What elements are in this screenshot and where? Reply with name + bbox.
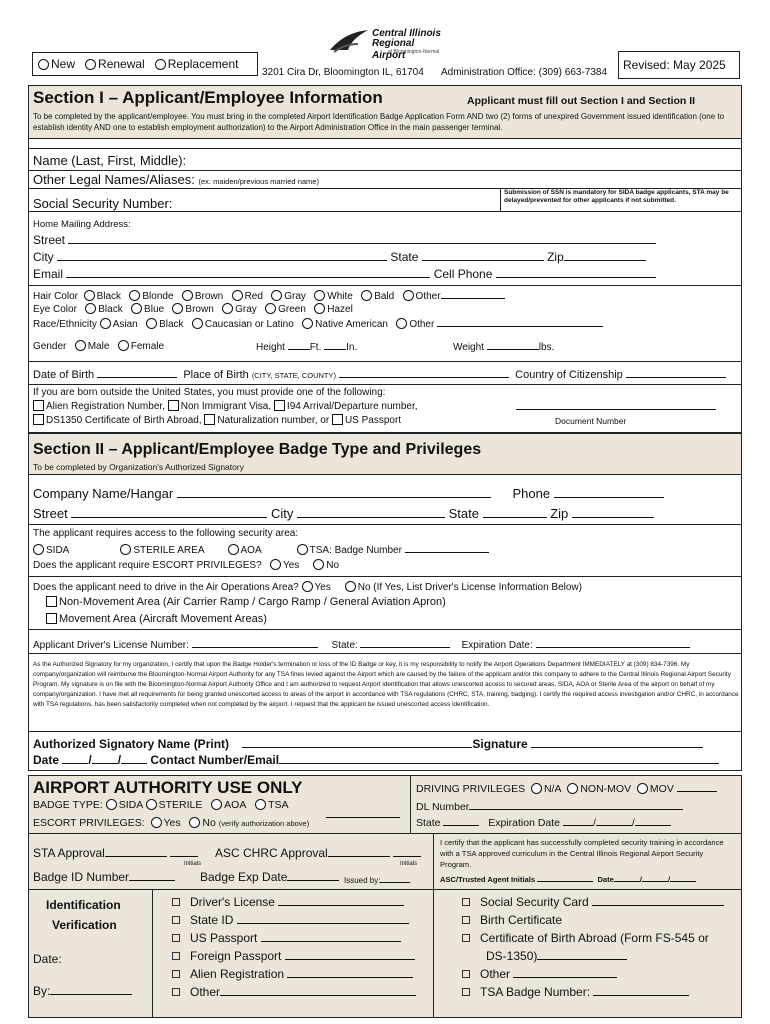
aa-badge-aoa[interactable]: AOA [211,799,246,811]
weight-field[interactable]: Weight lbs. [453,342,555,353]
gender-female[interactable]: Female [118,341,164,352]
escort-row: Does the applicant require ESCORT PRIVILEGES? Yes No [33,560,340,571]
hair-bald[interactable]: Bald [361,291,394,302]
id-us-passport[interactable]: US Passport [172,929,416,947]
race-other[interactable]: Other [396,319,603,330]
dob-pob-row [33,368,726,382]
sep10 [28,653,742,654]
state-field[interactable]: State [390,250,543,264]
company-zip-field[interactable]: Zip [550,506,654,521]
airport-logo [328,28,448,61]
aa-training-cert: I certify that the applicant has successfully completed security training in accordance with a TSA approved curriculum in the Central Illinois Regional Airport Security Program. [440,838,724,869]
eye-hazel[interactable]: Hazel [314,304,353,315]
aa-escort-row: ESCORT PRIVILEGES: Yes No (verify authorization above) [33,817,310,829]
id-other[interactable]: Other [172,983,416,1001]
drive-no[interactable]: No (If Yes, List Driver's License Information Below) [345,582,582,593]
company-state-field[interactable]: State [449,506,547,521]
plane-swoosh-icon [328,28,370,54]
aa-verify-by[interactable]: By: [33,984,132,998]
access-areas-row [33,543,489,557]
id-alien-registration[interactable]: Alien Registration [172,965,416,983]
doc-alien-reg[interactable]: Alien Registration Number, [33,401,165,412]
area-tsa[interactable]: TSA: Badge Number [297,545,489,556]
section-2-desc: To be completed by Organization's Authorized Signatory [33,462,244,472]
section-2-title: Section II – Applicant/Employee Badge Type and Privileges [33,441,482,458]
aa-drive-nonmov[interactable]: NON-MOV [567,783,631,795]
escort-no[interactable]: No [313,560,339,571]
sep6 [28,384,742,385]
company-city-field[interactable]: City [271,506,445,521]
aa-badge-type-row: BADGE TYPE: SIDA STERILE AOA TSA [33,799,289,811]
eye-gray[interactable]: Gray [222,304,257,315]
eye-color-row: Eye Color Black Blue Brown Gray Green Hazel [33,304,353,315]
sep7 [28,524,742,525]
ssn-field[interactable]: Social Security Number: [33,196,173,211]
aa-chrc-approval[interactable]: ASC CHRC Approval [215,846,421,860]
id-foreign-passport[interactable]: Foreign Passport [172,947,416,965]
area-aoa[interactable]: AOA [228,545,262,556]
cell-field[interactable]: Cell Phone [434,267,656,281]
ssn-note: Submission of SSN is mandatory for SIDA badge applicants, STA may be delayed/prevented for other applicants if not submitted. [504,189,729,204]
sep11 [28,731,742,732]
id-birth-certificate[interactable]: Birth Certificate [462,911,724,929]
aa-tsa-line[interactable] [326,808,400,818]
name-line-sep [28,148,742,149]
sep3 [28,211,742,212]
logo-line-1: Central Illinois [372,28,441,39]
aa-badge-id[interactable]: Badge ID Number [33,870,175,884]
name-field[interactable]: Name (Last, First, Middle): [33,153,187,168]
signatory-certification: As the Authorized Signatory for my organization, I certify that upon the Badge Holder's termination or loss of the ID Badge or key, it is my responsibility to notify the Airport Operations Department IMMEDIATELY at (309) 834-7396. My company/organization will reimburse the Bloomington-Normal Airport Authority for any TSA fines levied against the Airport which are caused by the failure of the applicant and/or this company to adhere to the Central Illinois Regional Airport Security Program. My signature is on file with the Bloomington-Normal Airport Authority Office and I am authorized to request Airport identification that allows unescorted access to secured areas, SIDA, AOA or Sterile Area of the airport on behalf of my company/organization. I have met all requirements for being granted unescorted access to areas of the airport in accordance with TSA regulations (CHRC, STA, training, badging). I certify the required access investigation and/or CHRC, in accordance with TSA regulations, has been satisfactorily completed when not completed by the airport. I request that the applicant be issued unescorted access identification. [33,661,739,708]
zip-field[interactable]: Zip [547,250,646,264]
eye-brown[interactable]: Brown [172,304,213,315]
doc-us-passport[interactable]: US Passport [332,415,401,426]
dl-state-field[interactable]: State: [332,640,451,651]
id-state-id[interactable]: State ID [172,911,416,929]
sign-date-field[interactable]: Date / / [33,753,147,767]
hair-gray[interactable]: Gray [271,291,306,302]
section-1-desc: To be completed by the applicant/employee. You must bring in the completed Airport Identification Badge Application Form AND two (2) forms of unexpired Government issued identification (one to establish identity AND one to establish employment authorization) to the Airport Administration Office in the main passenger terminal. [33,112,725,132]
radio-renewal[interactable]: Renewal [85,57,145,71]
race-asian[interactable]: Asian [100,319,138,330]
eye-black[interactable]: Black [85,304,122,315]
outside-us-note: If you are born outside the United States, you must provide one of the following: [33,387,386,398]
admin-office: Administration Office: (309) 663-7384 [441,67,608,78]
gender-male[interactable]: Male [75,341,110,352]
sep1 [28,170,742,171]
aa-issued-by[interactable]: Issued by: [344,873,410,886]
aliases-field[interactable]: Other Legal Names/Aliases: (ex. maiden/previous married name) [33,172,319,187]
id-other-right[interactable]: Other [462,965,724,983]
mov-checkbox[interactable]: Movement Area (Aircraft Movement Areas) [46,613,267,626]
doc-naturalization[interactable]: Naturalization number, or [204,415,329,426]
area-sida[interactable]: SIDA [33,545,69,556]
doc-visa[interactable]: Non Immigrant Visa, [168,401,271,412]
aa-vsep3 [152,889,153,1018]
id-drivers-license[interactable]: Driver's License [172,893,416,911]
aa-ids-right [462,893,724,1001]
home-address-label: Home Mailing Address: [33,219,131,230]
logo-sub: at Bloomington-Normal [388,49,440,55]
dl-number-field[interactable]: Applicant Driver's License Number: [33,640,318,651]
access-question: The applicant requires access to the following security area: [33,528,299,539]
eye-green[interactable]: Green [265,304,306,315]
aa-sta-initials: Initials [184,861,202,867]
hair-white[interactable]: White [314,291,353,302]
radio-new[interactable]: New [38,57,75,71]
airport-address: 3201 Cira Dr, Bloomington IL, 61704 [262,67,424,78]
aa-badge-tsa[interactable]: TSA [255,799,288,811]
aa-vsep1 [410,775,411,833]
hair-other[interactable]: Other [403,291,505,302]
aa-hsep2 [28,889,742,890]
logo-line-2: Regional Airport [372,38,415,61]
id-ssn-card[interactable]: Social Security Card [462,893,724,911]
eye-blue[interactable]: Blue [131,304,164,315]
nonmov-checkbox[interactable]: Non-Movement Area (Air Carrier Ramp / Cargo Ramp / General Aviation Apron) [46,596,446,609]
hair-black[interactable]: Black [84,291,121,302]
aa-sta-approval[interactable]: STA Approval [33,846,198,860]
pob-field[interactable]: Place of Birth (CITY, STATE, COUNTY) [183,369,509,381]
aa-id-verification-1: Identification [46,898,121,912]
section-1-title: Section I – Applicant/Employee Information [33,88,383,107]
gender-row: Gender Male Female [33,341,165,352]
email-cell-row [33,267,656,281]
drive-row: Does the applicant need to drive in the Air Operations Area? Yes No (If Yes, List Driver's License Information Below) [33,582,582,593]
hair-color-row: Hair Color Black Blonde Brown Red Gray White Bald Other [33,289,505,303]
aa-title: AIRPORT AUTHORITY USE ONLY [33,778,303,797]
area-sterile[interactable]: STERILE AREA [120,545,204,556]
aa-dl-number[interactable]: DL Number [416,800,683,814]
aa-drive-mov[interactable]: MOV [637,783,717,795]
email-field[interactable]: Email [33,267,430,281]
application-type-options [38,57,238,71]
signatory-name-field[interactable]: Authorized Signatory Name (Print) [33,737,472,751]
signature-field[interactable]: Signature [472,737,703,751]
aa-ids-left [172,893,416,1001]
dob-field[interactable]: Date of Birth [33,369,177,381]
docs-row-1 [33,400,418,413]
race-native-american[interactable]: Native American [302,319,388,330]
city-field[interactable]: City [33,250,387,264]
aa-escort-no[interactable]: No (verify authorization above) [189,817,309,829]
hair-brown[interactable]: Brown [182,291,223,302]
race-black[interactable]: Black [146,319,183,330]
hair-blonde[interactable]: Blonde [129,291,173,302]
sep5 [28,361,742,362]
aa-verify-date: Date: [33,952,62,966]
aa-vsep2 [433,833,434,1018]
section-1-note: Applicant must fill out Section I and Section II [467,95,696,107]
aa-escort-yes[interactable]: Yes [151,817,181,829]
sep8 [28,576,742,577]
aa-hsep1 [28,833,742,834]
company-phone-field[interactable]: Phone [512,486,663,501]
company-field[interactable]: Company Name/Hangar [33,486,491,501]
sep4 [28,285,742,286]
city-state-zip-row [33,250,646,264]
doc-ds1350[interactable]: DS1350 Certificate of Birth Abroad, [33,415,202,426]
id-tsa-badge[interactable]: TSA Badge Number: [462,983,724,1001]
aa-badge-sida[interactable]: SIDA [106,799,143,811]
signatory-row [33,737,703,751]
document-number-label: Document Number [555,416,627,426]
company-street-field[interactable]: Street [33,506,267,521]
aa-id-verification-2: Verification [52,918,117,932]
aa-chrc-initials: Initials [400,861,418,867]
document-number-field[interactable] [516,400,716,410]
aa-dl-state-exp[interactable]: State Expiration Date / / [416,816,671,830]
company-address-row [33,506,654,522]
height-field[interactable]: Height Ft. In. [256,342,358,353]
dl-row [33,638,690,652]
doc-i94[interactable]: I94 Arrival/Departure number, [274,401,418,412]
dl-exp-field[interactable]: Expiration Date: [462,640,690,651]
id-cert-birth-abroad[interactable]: Certificate of Birth Abroad (Form FS-545 or [462,929,724,947]
escort-yes[interactable]: Yes [270,560,299,571]
aa-drive-na[interactable]: N/A [531,783,562,795]
aa-badge-sterile[interactable]: STERILE [146,799,203,811]
aa-driving-row: DRIVING PRIVILEGES N/A NON-MOV MOV [416,782,717,796]
radio-replacement[interactable]: Replacement [155,57,239,71]
drive-yes[interactable]: Yes [302,582,331,593]
race-row: Race/Ethnicity Asian Black Caucasian or Latino Native American Other [33,317,603,331]
date-contact-row [33,753,719,767]
id-ds1350: DS-1350) [462,947,724,965]
hair-red[interactable]: Red [232,291,263,302]
race-caucasian-latino[interactable]: Caucasian or Latino [192,319,294,330]
sep9 [28,629,742,630]
revised-date: Revised: May 2025 [618,51,740,79]
docs-row-2 [33,414,401,427]
company-row [33,486,664,502]
contact-field[interactable]: Contact Number/Email [150,753,719,767]
aa-asc-initials[interactable]: ASC/Trusted Agent Initials Date / / [440,875,696,884]
aa-badge-exp[interactable]: Badge Exp Date [200,870,339,884]
street-field[interactable]: Street [33,233,656,247]
citizenship-field[interactable]: Country of Citizenship [515,369,726,381]
